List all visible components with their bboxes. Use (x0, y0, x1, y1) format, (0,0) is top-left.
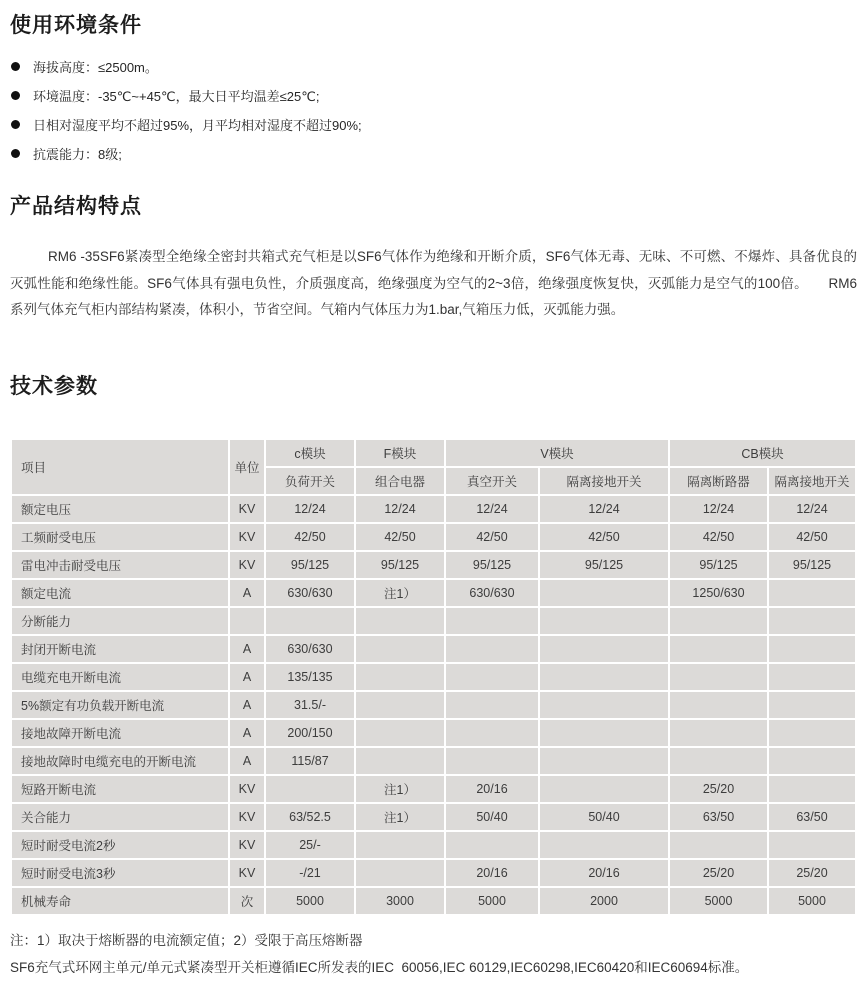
table-row (12, 776, 855, 802)
table-header (12, 440, 855, 494)
row-value: 95/125 (769, 552, 855, 578)
row-value: 63/52.5 (266, 804, 354, 830)
row-value: 5000 (670, 888, 767, 914)
header-sub-earthing-cb: 隔离接地开关 (769, 468, 855, 494)
row-value: 20/16 (446, 860, 538, 886)
row-value: 5000 (769, 888, 855, 914)
row-value: 95/125 (540, 552, 668, 578)
row-label: 分断能力 (12, 608, 228, 634)
row-value: 95/125 (266, 552, 354, 578)
row-value (670, 832, 767, 858)
row-value: 115/87 (266, 748, 354, 774)
header-item: 项目 (12, 440, 228, 494)
row-value (670, 692, 767, 718)
params-table-body (12, 496, 855, 914)
row-value (540, 664, 668, 690)
row-value (769, 776, 855, 802)
row-value: 注1） (356, 804, 444, 830)
row-label: 短时耐受电流3秒 (12, 860, 228, 886)
row-unit: A (230, 580, 264, 606)
table-row (12, 636, 855, 662)
row-label: 接地故障开断电流 (12, 720, 228, 746)
header-sub-load-switch: 负荷开关 (266, 468, 354, 494)
row-value: 95/125 (446, 552, 538, 578)
row-value (446, 608, 538, 634)
row-value (670, 664, 767, 690)
row-value (670, 636, 767, 662)
structure-paragraph: RM6 -35SF6紧凑型全绝缘全密封共箱式充气柜是以SF6气体作为绝缘和开断介质，SF6气体无毒、无味、不可燃、不爆炸、具备优良的灭弧性能和绝缘性能。SF6气体具有强电负性，介质强度高，绝缘强度为空气的2~3倍，绝缘强度恢复快，灭弧能力是空气的100倍。 RM6 系列气体充气柜内部结构紧凑，体积小，节省空间。气箱内气体压力为1.bar,气箱压力低，灭弧能力强。 (10, 249, 857, 317)
header-sub-combination: 组合电器 (356, 468, 444, 494)
row-value: 135/135 (266, 664, 354, 690)
env-bullet-item (10, 81, 857, 110)
row-unit: KV (230, 804, 264, 830)
row-value: 63/50 (670, 804, 767, 830)
row-value (540, 580, 668, 606)
row-label: 额定电压 (12, 496, 228, 522)
table-row (12, 888, 855, 914)
row-value: 63/50 (769, 804, 855, 830)
row-unit: A (230, 748, 264, 774)
row-value (670, 748, 767, 774)
row-value: 5000 (446, 888, 538, 914)
header-sub-earthing-v: 隔离接地开关 (540, 468, 668, 494)
bullet-dot-icon (11, 120, 20, 129)
env-bullet-item (10, 52, 857, 81)
table-row (12, 664, 855, 690)
row-value: 630/630 (266, 636, 354, 662)
row-label: 工频耐受电压 (12, 524, 228, 550)
bullet-text: 环境温度：-35℃~+45℃，最大日平均温差≤25℃; (33, 89, 320, 104)
row-value (769, 664, 855, 690)
row-value: 2000 (540, 888, 668, 914)
row-value (356, 636, 444, 662)
row-value: 12/24 (670, 496, 767, 522)
row-value (446, 692, 538, 718)
row-value: 注1） (356, 776, 444, 802)
row-value (769, 720, 855, 746)
table-row (12, 804, 855, 830)
row-unit: KV (230, 552, 264, 578)
row-label: 电缆充电开断电流 (12, 664, 228, 690)
row-unit: A (230, 692, 264, 718)
row-value (356, 832, 444, 858)
row-value (769, 580, 855, 606)
bullet-text: 抗震能力：8级; (33, 147, 122, 162)
row-label: 接地故障时电缆充电的开断电流 (12, 748, 228, 774)
header-sub-vacuum: 真空开关 (446, 468, 538, 494)
section-title-parameters: 技术参数 (10, 374, 98, 398)
row-value: 12/24 (356, 496, 444, 522)
row-value (266, 776, 354, 802)
row-value (356, 692, 444, 718)
header-sub-breaker: 隔离断路器 (670, 468, 767, 494)
table-row (12, 860, 855, 886)
row-value: 50/40 (446, 804, 538, 830)
row-value (356, 720, 444, 746)
bullet-dot-icon (11, 62, 20, 71)
row-value (769, 608, 855, 634)
env-bullet-list (10, 52, 857, 168)
table-row (12, 608, 855, 634)
row-unit: A (230, 664, 264, 690)
env-bullet-item (10, 139, 857, 168)
row-value: 42/50 (266, 524, 354, 550)
row-value (356, 748, 444, 774)
row-label: 额定电流 (12, 580, 228, 606)
row-value: 630/630 (266, 580, 354, 606)
row-value: 注1） (356, 580, 444, 606)
technical-parameters-table (10, 438, 857, 916)
row-value: 25/20 (670, 860, 767, 886)
bullet-text: 日相对湿度平均不超过95%，月平均相对湿度不超过90%; (33, 118, 362, 133)
row-value: 42/50 (446, 524, 538, 550)
row-value (769, 832, 855, 858)
row-value (540, 720, 668, 746)
header-module-f: F模块 (356, 440, 444, 466)
row-value: 12/24 (769, 496, 855, 522)
row-value: 12/24 (540, 496, 668, 522)
row-value: 95/125 (670, 552, 767, 578)
row-unit: KV (230, 776, 264, 802)
row-unit: 次 (230, 888, 264, 914)
header-module-c: c模块 (266, 440, 354, 466)
row-unit: A (230, 636, 264, 662)
row-value: 31.5/- (266, 692, 354, 718)
row-value: 12/24 (446, 496, 538, 522)
row-label: 5%额定有功负载开断电流 (12, 692, 228, 718)
row-value (446, 832, 538, 858)
row-value: 42/50 (670, 524, 767, 550)
row-value: 42/50 (540, 524, 668, 550)
note-line: 注：1）取决于熔断器的电流额定值；2）受限于高压熔断器 (10, 932, 363, 948)
header-module-cb: CB模块 (670, 440, 855, 466)
row-unit: KV (230, 832, 264, 858)
row-label: 机械寿命 (12, 888, 228, 914)
table-row (12, 580, 855, 606)
row-value: 25/- (266, 832, 354, 858)
row-value (769, 692, 855, 718)
row-value: 42/50 (769, 524, 855, 550)
row-value (540, 636, 668, 662)
row-value: -/21 (266, 860, 354, 886)
row-value: 42/50 (356, 524, 444, 550)
section-title-environment: 使用环境条件 (10, 14, 142, 37)
row-value: 25/20 (670, 776, 767, 802)
row-value (356, 860, 444, 886)
row-value (356, 608, 444, 634)
row-unit (230, 608, 264, 634)
row-value: 20/16 (446, 776, 538, 802)
row-value (670, 720, 767, 746)
row-unit: KV (230, 860, 264, 886)
row-value (769, 748, 855, 774)
row-value: 50/40 (540, 804, 668, 830)
table-row (12, 748, 855, 774)
table-row (12, 720, 855, 746)
bullet-dot-icon (11, 91, 20, 100)
notes (10, 927, 857, 981)
bullet-dot-icon (11, 149, 20, 158)
row-value (446, 636, 538, 662)
table-row (12, 496, 855, 522)
table-row (12, 692, 855, 718)
row-value: 200/150 (266, 720, 354, 746)
row-value (446, 748, 538, 774)
row-value: 25/20 (769, 860, 855, 886)
row-value (540, 748, 668, 774)
env-bullet-item (10, 110, 857, 139)
row-value (540, 776, 668, 802)
row-value (769, 636, 855, 662)
row-value (446, 664, 538, 690)
row-label: 短路开断电流 (12, 776, 228, 802)
row-value: 20/16 (540, 860, 668, 886)
row-value (540, 832, 668, 858)
row-value: 630/630 (446, 580, 538, 606)
row-value (670, 608, 767, 634)
row-label: 短时耐受电流2秒 (12, 832, 228, 858)
row-unit: KV (230, 496, 264, 522)
row-value (540, 608, 668, 634)
table-row (12, 552, 855, 578)
row-value (446, 720, 538, 746)
row-label: 关合能力 (12, 804, 228, 830)
row-value: 1250/630 (670, 580, 767, 606)
row-value (266, 608, 354, 634)
row-unit: A (230, 720, 264, 746)
table-row (12, 832, 855, 858)
header-module-v: V模块 (446, 440, 668, 466)
row-value: 3000 (356, 888, 444, 914)
row-unit: KV (230, 524, 264, 550)
row-label: 雷电冲击耐受电压 (12, 552, 228, 578)
table-row (12, 524, 855, 550)
table-header-row-modules (12, 440, 855, 466)
note-line: SF6充气式环网主单元/单元式紧凑型开关柜遵循IEC所发表的IEC 60056,IEC 60129,IEC60298,IEC60420和IEC60694标准。 (10, 959, 749, 975)
row-value (540, 692, 668, 718)
row-value: 5000 (266, 888, 354, 914)
header-unit: 单位 (230, 440, 264, 494)
row-value: 95/125 (356, 552, 444, 578)
row-value (356, 664, 444, 690)
row-value: 12/24 (266, 496, 354, 522)
row-label: 封闭开断电流 (12, 636, 228, 662)
bullet-text: 海拔高度：≤2500m。 (33, 60, 158, 75)
section-title-structure: 产品结构特点 (10, 195, 142, 218)
